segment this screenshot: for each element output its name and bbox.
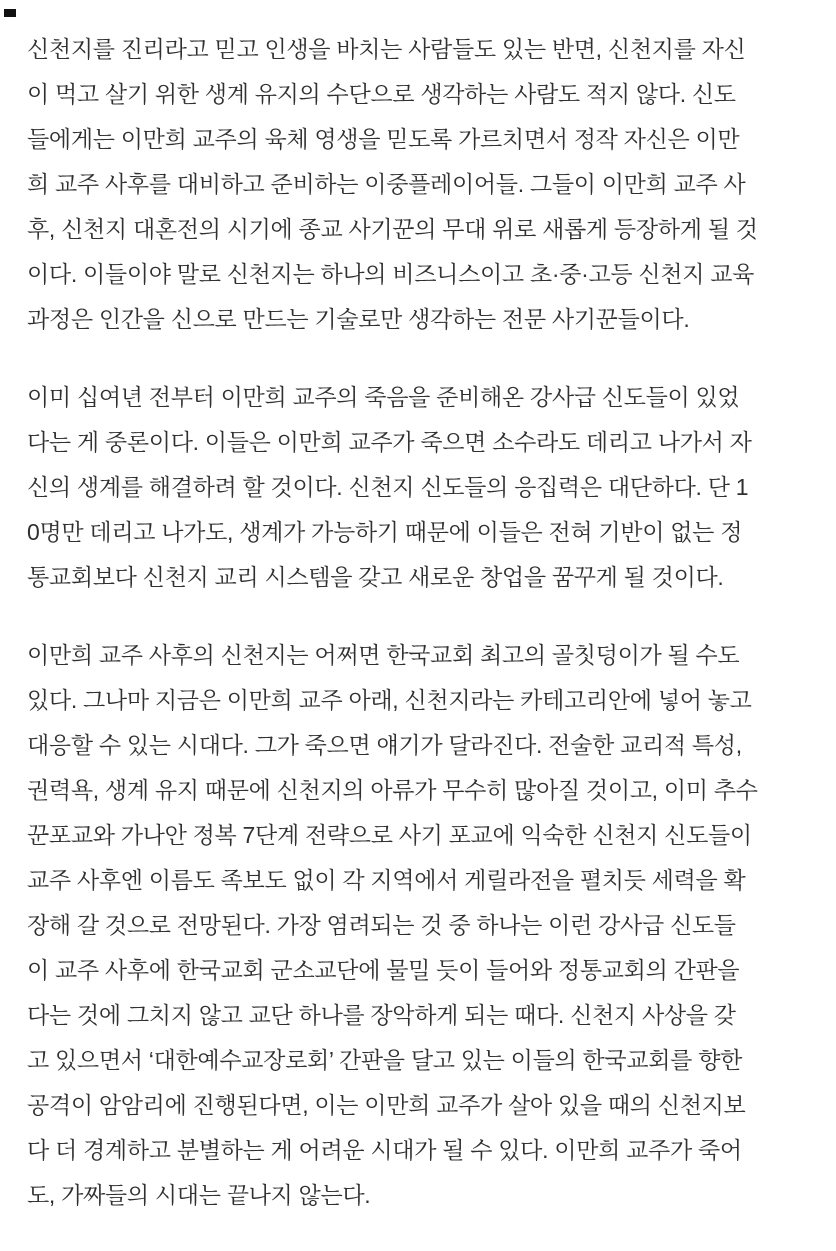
text-line: 통교회보다 신천지 교리 시스템을 갖고 새로운 창업을 꿈꾸게 될 것이다. xyxy=(27,564,724,590)
text-line: 후, 신천지 대혼전의 시기에 종교 사기꾼의 무대 위로 새롭게 등장하게 될 것 xyxy=(27,216,758,242)
text-line: 고 있으면서 ‘대한예수교장로회’ 간판을 달고 있는 이들의 한국교회를 향한 xyxy=(27,1047,743,1073)
paragraph-3 xyxy=(27,633,809,1218)
text-line: 희 교주 사후를 대비하고 준비하는 이중플레이어들. 그들이 이만희 교주 사 xyxy=(27,171,746,197)
text-line: 다는 게 중론이다. 이들은 이만희 교주가 죽으면 소수라도 데리고 나가서 자 xyxy=(27,429,752,455)
text-line: 신천지를 진리라고 믿고 인생을 바치는 사람들도 있는 반면, 신천지를 자신 xyxy=(27,36,746,62)
text-line: 이다. 이들이야 말로 신천지는 하나의 비즈니스이고 초·중·고등 신천지 교육 xyxy=(27,261,755,287)
paragraph-2 xyxy=(27,375,809,600)
text-line: 신의 생계를 해결하려 할 것이다. 신천지 신도들의 응집력은 대단하다. 단 1 xyxy=(27,474,749,500)
text-line: 대응할 수 있는 시대다. 그가 죽으면 얘기가 달라진다. 전술한 교리적 특성, xyxy=(27,732,742,758)
text-line: 공격이 암암리에 진행된다면, 이는 이만희 교주가 살아 있을 때의 신천지보 xyxy=(27,1092,746,1118)
text-line: 꾼포교와 가나안 정복 7단계 전략으로 사기 포교에 익숙한 신천지 신도들이 xyxy=(27,822,752,848)
text-line: 이만희 교주 사후의 신천지는 어쩌면 한국교회 최고의 골칫덩이가 될 수도 xyxy=(27,642,740,668)
text-line: 과정은 인간을 신으로 만드는 기술로만 생각하는 전문 사기꾼들이다. xyxy=(27,306,690,332)
text-line: 도, 가짜들의 시대는 끝나지 않는다. xyxy=(27,1182,371,1208)
text-line: 이 먹고 살기 위한 생계 유지의 수단으로 생각하는 사람도 적지 않다. 신도 xyxy=(27,81,736,107)
text-line: 이미 십여년 전부터 이만희 교주의 죽음을 준비해온 강사급 신도들이 있었 xyxy=(27,384,740,410)
cropped-artifact-mark xyxy=(4,9,16,17)
paragraph-1 xyxy=(27,27,809,342)
text-line: 교주 사후엔 이름도 족보도 없이 각 지역에서 게릴라전을 펼치듯 세력을 확 xyxy=(27,867,746,893)
text-line: 다 더 경계하고 분별하는 게 어려운 시대가 될 수 있다. 이만희 교주가 죽어 xyxy=(27,1137,742,1163)
text-line: 들에게는 이만희 교주의 육체 영생을 믿도록 가르치면서 정작 자신은 이만 xyxy=(27,126,740,152)
text-line: 장해 갈 것으로 전망된다. 가장 염려되는 것 중 하나는 이런 강사급 신도들 xyxy=(27,912,736,938)
text-line: 이 교주 사후에 한국교회 군소교단에 물밀 듯이 들어와 정통교회의 간판을 xyxy=(27,957,740,983)
text-line: 있다. 그나마 지금은 이만희 교주 아래, 신천지라는 카테고리안에 넣어 놓고 xyxy=(27,687,752,713)
text-line: 0명만 데리고 나가도, 생계가 가능하기 때문에 이들은 전혀 기반이 없는 정 xyxy=(27,519,743,545)
text-line: 권력욕, 생계 유지 때문에 신천지의 아류가 무수히 많아질 것이고, 이미 추수 xyxy=(27,777,758,803)
article-body xyxy=(27,27,809,1251)
text-line: 다는 것에 그치지 않고 교단 하나를 장악하게 되는 때다. 신천지 사상을 갖 xyxy=(27,1002,736,1028)
